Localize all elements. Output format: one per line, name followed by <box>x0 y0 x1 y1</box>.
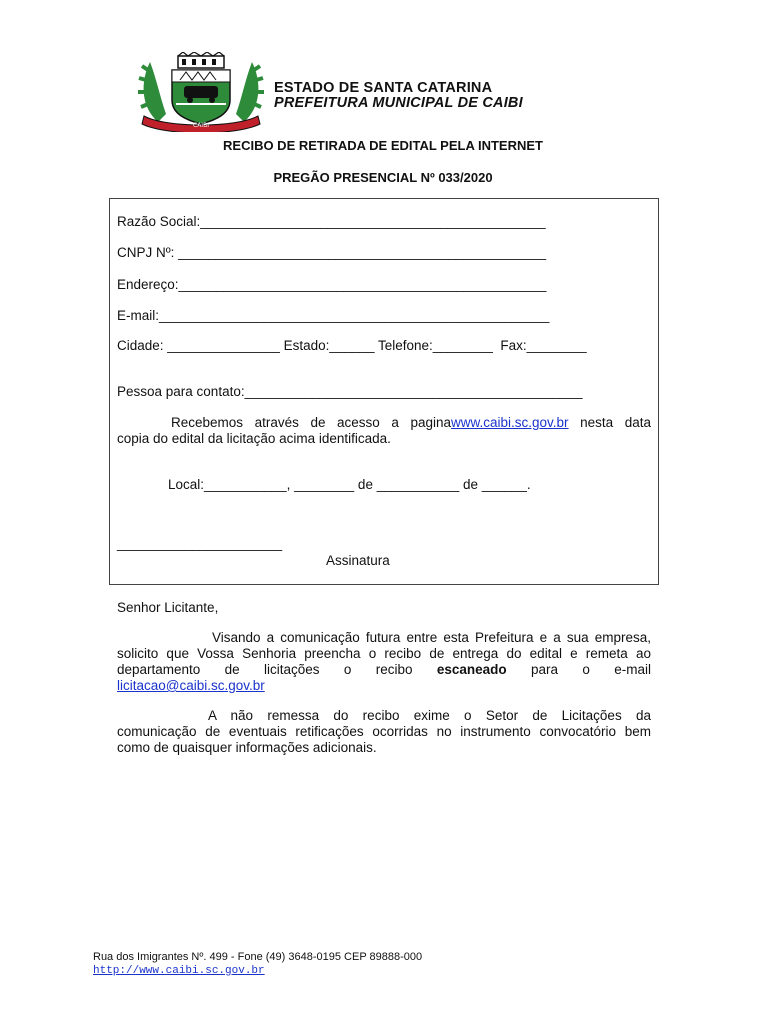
letter-p1-line1: Visando a comunicação futura entre esta Prefeitura e a sua empresa, <box>212 630 651 645</box>
state-name: ESTADO DE SANTA CATARINA <box>274 80 493 96</box>
email-field[interactable]: E-mail:____________________________________________________ <box>117 308 550 323</box>
signature-label: Assinatura <box>326 553 390 568</box>
endereco-field[interactable]: Endereço:_________________________________________________ <box>117 277 547 292</box>
licitacao-email-link[interactable]: licitacao@caibi.sc.gov.br <box>117 678 265 693</box>
document-subtitle: PREGÃO PRESENCIAL Nº 033/2020 <box>273 170 493 185</box>
receipt-statement-line2: copia do edital da licitação acima identificada. <box>117 431 391 446</box>
letter-email-line <box>117 678 265 694</box>
local-date-field[interactable]: Local:___________, ________ de ___________ de ______. <box>168 477 531 492</box>
cidade-estado-telefone-fax-fields[interactable]: Cidade: _______________ Estado:______ Telefone:________ Fax:________ <box>117 338 587 353</box>
footer-website-link[interactable]: http://www.caibi.sc.gov.br <box>93 965 265 977</box>
footer-url <box>93 965 265 977</box>
crest-motto: CAIBI <box>193 122 209 129</box>
municipality-name: PREFEITURA MUNICIPAL DE CAIBI <box>274 95 523 111</box>
letter-p1-line2: solicito que Vossa Senhoria preencha o recibo de entrega do edital e remeta ao <box>117 646 651 661</box>
website-link[interactable]: www.caibi.sc.gov.br <box>450 415 569 430</box>
letter-p2-line3: como de quaisquer informações adicionais. <box>117 740 377 755</box>
document-title: RECIBO DE RETIRADA DE EDITAL PELA INTERNET <box>223 138 543 153</box>
letter-p1-line3: departamento de licitações o recibo escaneado para o e-mail <box>117 662 651 677</box>
emphasis-escaneado: escaneado <box>436 662 507 677</box>
letter-p2-line2: comunicação de eventuais retificações ocorridas no instrumento convocatório bem <box>117 724 651 739</box>
signature-line[interactable]: ______________________ <box>117 536 283 551</box>
pessoa-contato-field[interactable]: Pessoa para contato:_____________________________________________ <box>117 384 583 399</box>
cnpj-field[interactable]: CNPJ Nº: _________________________________________________ <box>117 245 547 260</box>
letter-p2-line1: A não remessa do recibo exime o Setor de Licitações da <box>208 708 651 723</box>
footer-address: Rua dos Imigrantes Nº. 499 - Fone (49) 3648-0195 CEP 89888-000 <box>93 951 423 963</box>
municipal-crest <box>136 52 266 132</box>
letter-greeting: Senhor Licitante, <box>117 600 219 615</box>
receipt-statement-line1: Recebemos através de acesso a paginawww.caibi.sc.gov.br nesta data <box>171 415 651 430</box>
razao-social-field[interactable]: Razão Social:______________________________________________ <box>117 214 546 229</box>
